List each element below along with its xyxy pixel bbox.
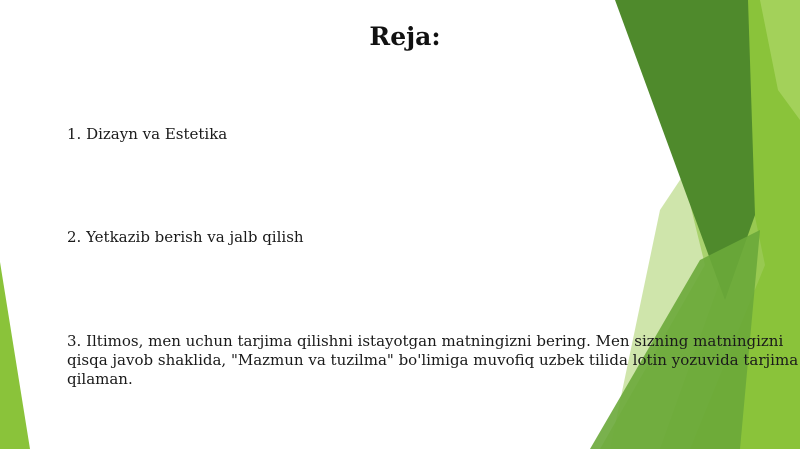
list-item-line: qilaman. bbox=[67, 370, 133, 388]
list-item-line: 3. Iltimos, men uchun tarjima qilishni istayotgan matningizni bering. Men sizning matningizni bbox=[67, 332, 784, 350]
list-item: 1. Dizayn va Estetika bbox=[67, 125, 228, 143]
left-green-sliver bbox=[0, 262, 30, 449]
list-item-line: qisqa javob shaklida, "Mazmun va tuzilma" bo'limiga muvofiq uzbek tilida lotin yozuvida tarjima bbox=[67, 351, 799, 369]
slide-title: Reja: bbox=[369, 22, 441, 51]
list-item bbox=[67, 332, 798, 389]
list-item: 2. Yetkazib berish va jalb qilish bbox=[67, 228, 304, 246]
